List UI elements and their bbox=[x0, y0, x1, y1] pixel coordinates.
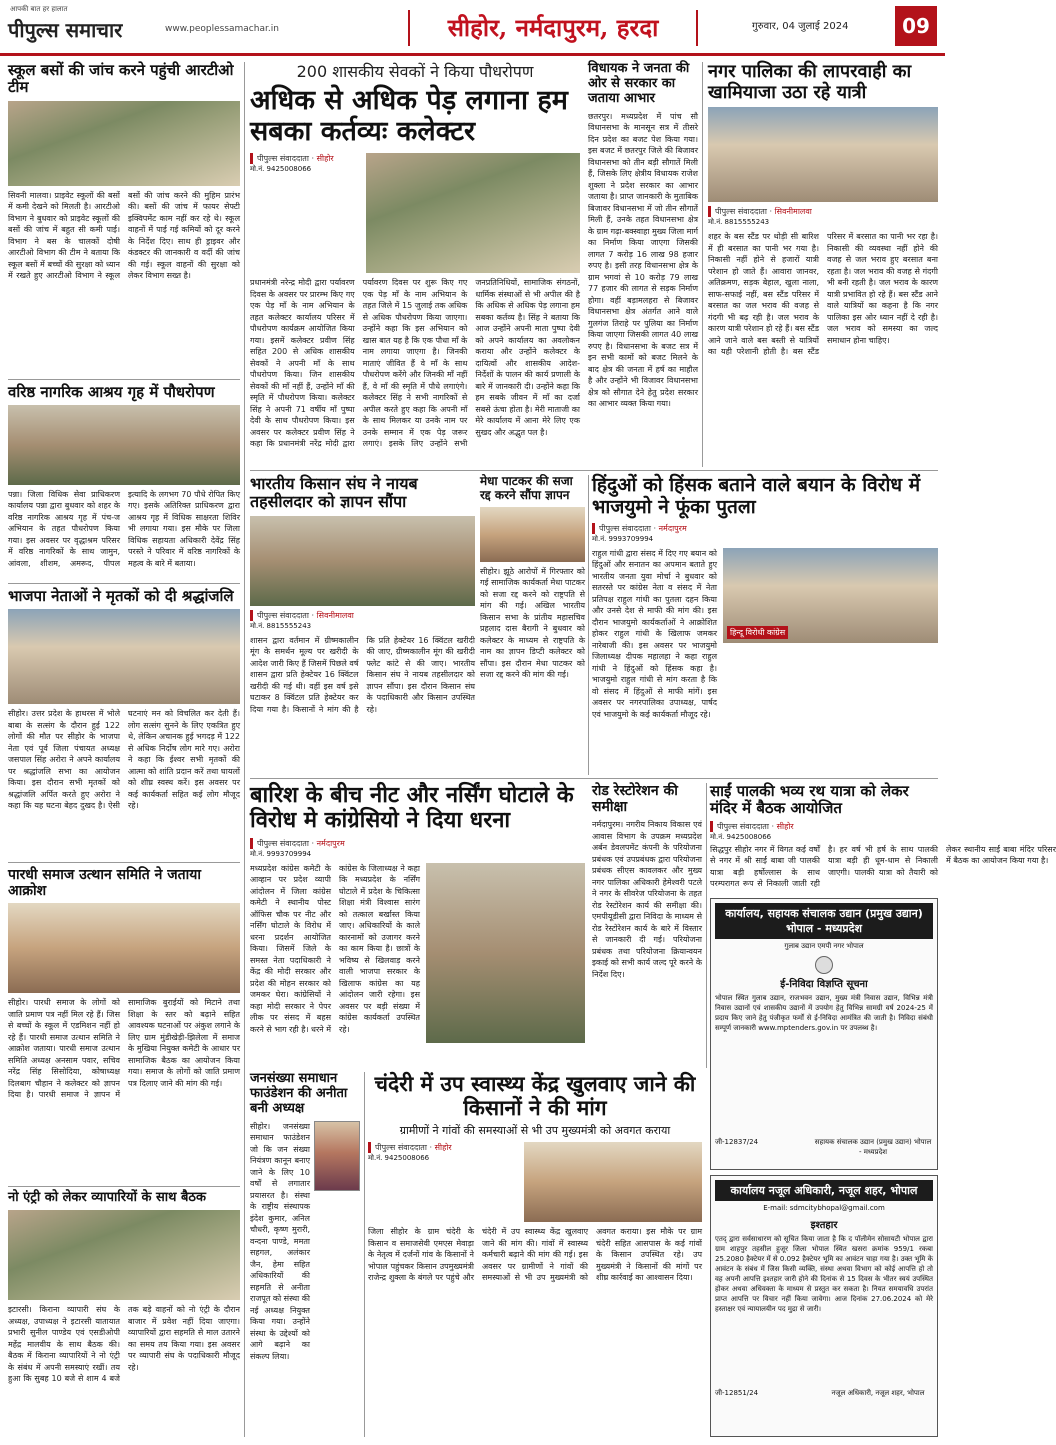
nazul-email[interactable]: E-mail: sdmcitybhopal@gmail.com bbox=[763, 1204, 885, 1212]
left-column bbox=[8, 62, 240, 1437]
nazul-office-bar: कार्यालय नजूल अधिकारी, नजूल शहर, भोपाल bbox=[715, 1180, 933, 1201]
divider bbox=[250, 778, 938, 779]
school-bus-body: सिवनी मालवा। प्राइवेट स्कूलों की बसों में कमी देखने को मिलती है। आरटीओ विभाग ने बुधवार को प्राइवेट स्कूलों की बसों की जांच में बहुत सी कमी पाई। विभाग ने बस के चालकों दोषी आरटीओ विभाग की टीम ने बताया कि स्कूल बसों में बच्चों की सुरक्षा को ध्यान में रखते हुए आरटीओ विभाग ने स्कूल बसों की जांच करने की मुहिम प्रारंभ की। बसों की जांच में फायर सेफ्टी इक्विपमेंट काम नहीं कर रहे थे। स्कूल वाहनों में पाई गई कमियों को दूर करने के निर्देश दिए। साथ ही ड्राइवर और कंडक्टर की जानकारी व वर्दी की जांच की गई। स्कूल वाहनों की सुरक्षा को लेकर विभाग सख्त है। bbox=[8, 190, 240, 280]
municipal-phone: मो.नं. 8815555243 bbox=[708, 218, 770, 227]
chanderi-subhead: ग्रामीणों ने गांवों की समस्याओं से भी उप मुख्यमंत्री को अवगत कराया bbox=[399, 1124, 671, 1138]
sai-story bbox=[710, 782, 1056, 895]
bjym-phone: मो.नं. 9993709994 bbox=[592, 534, 654, 543]
ad-office-sub: गुलाब उद्यान एमपी नगर भोपाल bbox=[784, 942, 864, 950]
population-headline: जनसंख्या समाधान फाउंडेशन की अनीता बनी अध्यक्ष bbox=[250, 1071, 348, 1116]
road-body: नर्मदापुरम। नगरीय निकाय विकास एवं आवास विभाग के उपक्रम मध्यप्रदेश अर्बन डेवलपमेंट कंपनी के परियोजना प्रबंधक एवं उपप्रबंधक द्वारा परियोजना प्रबंधक सीएस कावलकर और मुख्य नगर पालिका अधिकारी हेमेश्वरी पटले ने नगर के सीवरेज परियोजना के तहत रोड रेस्टोरेशन कार्य की समीक्षा की। एमपीयूडीसी द्वारा निविदा के माध्यम से रोड रेस्टोरेशन कार्य के बारे में विस्तार से जानकारी दी गई। परियोजना प्रबंधक तथा परियोजना क्रियान्वयन इकाई को सभी कार्य जल्द पूरे करने के निर्देश दिए। bbox=[592, 820, 702, 979]
govt-emblem-icon bbox=[815, 956, 833, 974]
masthead bbox=[0, 0, 945, 56]
plantation-phone: मो.नं. 9425008066 bbox=[250, 165, 312, 174]
divider bbox=[250, 470, 938, 471]
municipal-headline: नगर पालिका की लापरवाही का खामियाजा उठा रहे यात्री bbox=[708, 61, 912, 103]
senior-home-headline: वरिष्ठ नागरिक आश्रय गृह में पौधरोपण bbox=[8, 382, 215, 401]
sai-headline: साईं पालकी भव्य रथ यात्रा को लेकर मंदिर में बैठक आयोजित bbox=[710, 782, 909, 818]
tender-signer: सहायक संचालक उद्यान (प्रमुख उद्यान) भोपाल - मध्यप्रदेश bbox=[814, 1137, 932, 1156]
sai-byline: पीपुल्स संवाददाता · सीहोर bbox=[710, 821, 938, 832]
municipal-byline: पीपुल्स संवाददाता · सिवनीमालवा bbox=[708, 206, 938, 217]
bjym-byline: पीपुल्स संवाददाता · नर्मदापुरम bbox=[592, 523, 938, 534]
bjp-tribute-photo bbox=[8, 609, 240, 704]
school-bus-headline: स्कूल बसों की जांच करने पहुंची आरटीओ टीम bbox=[8, 61, 234, 97]
divider bbox=[8, 1186, 240, 1187]
divider bbox=[8, 583, 240, 584]
plantation-story bbox=[250, 62, 580, 467]
nazul-notice-ad bbox=[710, 1175, 938, 1437]
nazul-body: एतद् द्वारा सर्वसाधारण को सूचित किया जाता है कि द पॉलीमेन सोसायटी भोपाल द्वारा ग्राम शाहपुर तहसील हुजूर जिला भोपाल स्थित खसरा क्रमांक 959/1 रकबा 25.2080 हैक्टेयर में से 0.092 हैक्टेयर भूमि का आवंटन चाहा गया है। उक्त भूमि के आवंटन के संबंध में जिस किसी व्यक्ति, संस्था अथवा विभाग को कोई आपत्ति हो तो वह अपनी आपत्ति इश्तहार जारी होने की दिनांक से 15 दिवस के भीतर स्वयं उपस्थित होकर अथवा अधिवक्ता के माध्यम से प्रस्तुत कर सकता है। नियत समयावधि उपरांत प्राप्त आपत्ति पर विचार नहीं किया जावेगा। आज दिनांक 27.06.2024 को मेरे हस्ताक्षर एवं न्यायालयीन पद मुद्रा से जारी। bbox=[715, 1235, 933, 1313]
kisan-headline: भारतीय किसान संघ ने नायब तहसीलदार को ज्ञापन सौंपा bbox=[250, 474, 418, 512]
tender-title: ई-निविदा विज्ञप्ति सूचना bbox=[780, 978, 868, 990]
issue-date: गुरुवार, 04 जुलाई 2024 bbox=[752, 21, 849, 32]
neet-body: मध्यप्रदेश कांग्रेस कमेटी के आव्हान पर प्रदेश व्यापी आंदोलन में जिला कांग्रेस कमेटी ने स्थानीय पोस्ट ऑफिस चौक पर नीट और नर्सिंग घोटाले के विरोध में धरना प्रदर्शन आयोजित किया। जिसमें जिले के समस्त नेता पदाधिकारी ने केंद्र की मोदी सरकार और प्रदेश की मोहन सरकार को जमकर घेरा। कांग्रेसियों ने कहा मोदी सरकार ने पेपर लीक पर संसद में बहस करने से भाग रही है। धरने में कांग्रेस के जिलाध्यक्ष ने कहा कि मध्यप्रदेश के नर्सिंग घोटाले में प्रदेश के चिकित्सा शिक्षा मंत्री विश्वास सारंग को तत्काल बर्खास्त किया जाए। अधिकारियों के काले कारनामों को उजागर करने का काम किया है। छात्रों के भविष्य से खिलवाड़ करने वाली भाजपा सरकार के खिलाफ कांग्रेस का यह आंदोलन जारी रहेगा। इस अवसर पर बड़ी संख्या में कांग्रेस कार्यकर्ता उपस्थित रहे। bbox=[250, 863, 420, 1034]
plantation-body: प्रधानमंत्री नरेन्द्र मोदी द्वारा पर्यावरण दिवस के अवसर पर प्रारम्भ किए गए एक पेड़ माँ के नाम अभियान के तहत कलेक्टर कार्यालय परिसर में पौधरोपण कार्यक्रम आयोजित किया गया। इसमें कलेक्टर प्रवीण सिंह सहित 200 से अधिक शासकीय सेवकों ने अपनी माँ के साथ पौधरोपण किया। जिन शासकीय सेवकों की माँ नहीं हैं, उन्होंने माँ की स्मृति में पौधरोपण किया। कलेक्टर सिंह ने अपनी 71 वर्षीय माँ पुष्पा देवी के साथ पौधरोपण किया। इस अवसर पर कलेक्टर प्रवीण सिंह ने कहा कि प्रधानमंत्री नरेंद्र मोदी द्वारा पर्यावरण दिवस पर शुरू किए गए एक पेड़ माँ के नाम अभियान के तहत जिले में 15 जुलाई तक अधिक से अधिक पौधरोपण किया जाएगा। उन्होंने कहा कि इस अभियान को खास बात यह है कि एक पौधा माँ के नाम लगाया जाएगा है। जिनकी माताएं जीवित हैं वे माँ के साथ पौधरोपण करेंगे और जिनकी माँ नहीं हैं, वे माँ की स्मृति में पौधे लगाएंगे। कलेक्टर सिंह ने सभी नागरिकों से अपील करते हुए कहा कि अपनी माँ के साथ मिलकर या उनके नाम पर उनके सम्मान में एक पेड़ जरूर लगाएं। इसके लिए उन्होंने सभी जनप्रतिनिधियों, सामाजिक संगठनों, धार्मिक संस्थाओं से भी अपील की है कि अधिक से अधिक पेड़ लगाना हम सबका कर्तव्य है। सिंह ने बताया कि आज उन्होंने अपनी माता पुष्पा देवी को अपने कार्यालय का अवलोकन कराया और उन्होंने कलेक्टर के दायित्वों और शासकीय आदेश-निर्देशों के पालन की कार्य प्रणाली के बारे में जानकारी दी। उन्होंने कहा कि हम सबके जीवन में माँ का दर्जा सबसे ऊंचा होता है। मेरी माताजी का मेरे कार्यालय में आना मेरे लिए एक सुखद और अद्भुत पल है। bbox=[250, 278, 580, 449]
bjym-story bbox=[592, 475, 938, 775]
municipal-story bbox=[708, 62, 938, 467]
column-divider bbox=[588, 475, 589, 775]
bjym-photo-banner: हिन्दू विरोधी कांग्रेस bbox=[727, 626, 788, 639]
municipal-photo bbox=[708, 107, 938, 202]
tender-body: भोपाल स्थित गुलाब उद्यान, राजभवन उद्यान, मुख्य मंत्री निवास उद्यान, विभिन्न मंत्री निवास उद्यानों एवं शासकीय उद्यानों में उपयोग हेतु विभिन्न सामग्री वर्ष 2024-25 में प्रदाय किए जाने हेतु पंजीकृत फर्मों से ई-निविदा आमंत्रित की जाती है। निविदा संबंधी सम्पूर्ण जानकारी www.mptenders.gov.in पर उपलब्ध है। bbox=[715, 993, 933, 1032]
kisan-byline: पीपुल्स संवाददाता · सिवनीमालवा bbox=[250, 610, 475, 621]
chanderi-body: जिला सीहोर के ग्राम चंदेरी के किसान व समाजसेवी एमएस मेवाड़ा के नेतृत्व में दर्जनों गांव के किसानों ने भोपाल पहुंचकर किसान उपमुख्यमंत्री राजेन्द्र शुक्ला के बंगले पर पहुंचे और चंदेरी में उप स्वास्थ्य केंद्र खुलवाए जाने की मांग की। गांवों में स्वास्थ्य कर्मचारी बढ़ाने की मांग की गई। इस अवसर पर ग्रामीणों ने गांवों की समस्याओं से भी उप मुख्यमंत्री को अवगत कराया। इस मौके पर ग्राम चंदेरी सहित आसपास के कई गांवों के किसान उपस्थित रहे। उप मुख्यमंत्री ने किसानों की मांगों पर शीघ्र कार्रवाई का आश्वासन दिया। bbox=[368, 1227, 702, 1283]
neet-story bbox=[250, 783, 585, 1068]
bjp-tribute-headline: भाजपा नेताओं ने मृतकों को दी श्रद्धांजलि bbox=[8, 586, 234, 605]
column-divider bbox=[364, 1072, 365, 1437]
neet-headline: बारिश के बीच नीट और नर्सिंग घोटाले के विरोध मे कांग्रेसियो ने दिया धरना bbox=[250, 783, 574, 834]
bjym-photo bbox=[723, 548, 938, 643]
kisan-phone: मो.नं. 8815555243 bbox=[250, 621, 312, 630]
plantation-photo bbox=[366, 153, 580, 273]
pardhi-samaj-photo bbox=[8, 903, 240, 993]
medha-story bbox=[480, 475, 585, 775]
website-url[interactable]: www.peoplessamachar.in bbox=[165, 24, 279, 34]
no-entry-body: इटारसी। किराना व्यापारी संघ के अध्यक्ष, उपाध्यक्ष ने इटारसी यातायात प्रभारी सुनील पाण्डेय एवं एसडीओपी महेंद्र मालवीय के साथ बैठक की। बैठक में किराना व्यापारियों ने नो एंट्री के संबंध में अपनी समस्याएं रखीं। तय हुआ कि सुबह 10 बजे से शाम 4 बजे तक बड़े वाहनों को नो एंट्री के दौरान बाजार में प्रवेश नहीं दिया जाएगा। व्यापारियों द्वारा सहमति से माल उतारने का समय तय किया गया। इस अवसर पर व्यापारी संघ के पदाधिकारी मौजूद रहे। bbox=[8, 1305, 240, 1384]
pardhi-samaj-headline: पारधी समाज उत्थान समिति ने जताया आक्रोश bbox=[8, 867, 201, 900]
municipal-body: शहर के बस स्टैंड पर थोड़ी सी बारिश में ही बरसात का पानी भर गया है। निकासी नहीं होने से हजारों यात्री परेशान हो जाते हैं। आवारा जानवर, अतिक्रमण, सड़क बेहाल, खुला नाला, साफ-सफाई नहीं, बस स्टैंड परिसर में बरसात का जल भराव की वजह से गंदगी भी बढ़ रही है। जल भराव के कारण यात्री परेशान हो रहे हैं। बस स्टैंड आने जाने वाले बस बस्ती से यात्रियों का यही परेशानी होती है। बस स्टैंड परिसर में बरसात का पानी भर रहा है। निकासी की व्यवस्था नहीं होने की वजह से जल भराव हुए बरसात बना रहता है। जल भराव की वजह से गंदगी भी बनी रहती है। जल भराव के कारण यात्री प्रभावित हो रहे हैं। बस स्टैंड आने वाले यात्रियों का कहना है कि नगर पालिका इस ओर ध्यान नहीं दे रही है। जल भराव को समस्या का जल्द समाधान होना चाहिए। bbox=[708, 232, 938, 357]
kisan-body: शासन द्वारा वर्तमान में ग्रीष्मकालीन मूंग के समर्थन मूल्य पर खरीदी के आदेश जारी किए हैं जिसमें पिछले वर्ष शासन द्वारा प्रति हेक्टेयर 16 क्विंटल खरीदी की गई थी। वहीं इस वर्ष इसे घटाकर 8 क्विंटल प्रति हेक्टेयर कर दिया गया है। किसानों ने मांग की है कि प्रति हेक्टेयर 16 क्विंटल खरीदी की जाए, ग्रीष्मकालीन मूंग की खरीदी फ्लेट कांटे से की जाए। भारतीय किसान संघ ने नायब तहसीलदार को ज्ञापन सौंपा। इस दौरान किसान संघ के पदाधिकारी और किसान उपस्थित रहे। bbox=[250, 635, 475, 714]
edition-title: सीहोर, नर्मदापुरम, हरदा bbox=[408, 10, 698, 46]
mla-body: छतरपुर। मध्यप्रदेश में पांच सौ विधानसभा के मानसून सत्र में तीसरे दिन प्रदेश का बजट पेश किया गया। इस बजट में छतरपुर जिले की बिजावर विधानसभा को तीन बड़ी सौगातें मिली हैं, जिसके लिए क्षेत्रीय विधायक राजेश शुक्ला ने प्रदेश सरकार का आभार जताया है। प्राप्त जानकारी के मुताबिक बिजावर विधानसभा में जो तीन सौगातें मिली हैं, उनके तहत विधानसभा क्षेत्र के ग्राम गढ़ा-बक्स्वाहा मुख्य जिला मार्ग का निर्माण किया जाएगा जिसकी लागत 7 करोड़ 16 लाख 98 हजार रुपए है। इसी तरह विधानसभा क्षेत्र के ग्राम भगवां से 10 करोड़ 79 लाख 77 हजार की लागत से सड़क निर्माण होगा। वहीं बड़ामलहरा से बिजावर विधानसभा क्षेत्र अंतर्गत आने वाले गुलगंज तिराहे पर पुलिया का निर्माण किया जाएगा जिसकी लागत 40 लाख रुपए है। विधानसभा के बजट सत्र में इन सभी कामों को बजट मिलने के बाद क्षेत्र की जनता में हर्ष का माहौल है और उन्होंने भी विजावर विधानसभा क्षेत्र को सौगात देने हेतु प्रदेश सरकार का आभार व्यक्त किया गया। bbox=[588, 111, 698, 409]
medha-headline: मेधा पाटकर की सजा रद्द करने सौंपा ज्ञापन bbox=[480, 474, 573, 502]
column-divider bbox=[244, 62, 245, 1437]
chanderi-story bbox=[368, 1072, 702, 1437]
mla-story bbox=[588, 62, 698, 467]
pardhi-samaj-body: सीहोर। पारधी समाज के लोगों को जाति प्रमाण पत्र नहीं मिल रहे हैं। जिस से बच्चों के स्कूल में एडमिशन नहीं हो रहे हैं। पारधी समाज उत्थान समिति ने आक्रोश जताया। पारधी समाज उत्थान समिति अध्यक्ष अनसाम पवार, सचिव नरेंद्र सिंह सिसोदिया, कोषाध्यक्ष दिलबाग चौहान ने कलेक्टर को ज्ञापन दिया है। पारधी समाज ने ज्ञापन में सामाजिक बुराईयों को मिटाने तथा शिक्षा के स्तर को बढ़ाने सहित आवश्यक घटनाओं पर अंकुश लगाने के लिए ग्राम मुंडीखेड़ी-झिलेला में समाज के मुखिया नियुक्त कमेटी के आधार पर सामाजिक बैठक का आयोजन किया गया। समाज के लोगों को जाति प्रमाण पत्र दिलाए जाने की मांग की गई। bbox=[8, 998, 240, 1100]
page-number: 09 bbox=[895, 6, 937, 46]
senior-home-body: पन्ना। जिला विधिक सेवा प्राधिकरण कार्यालय पन्ना द्वारा बुधवार को शहर के वरिष्ठ नागरिक आश्रय गृह में पंच-ज अभियान के तहत पौधरोपण किया गया। इस अवसर पर वृद्धाश्रम परिसर में वरिष्ठ नागरिकों के साथ जामुन, आंवला, शीशम, अमरूद, पीपल इत्यादि के लगभग 70 पौधे रोपित किए गए। इसके अतिरिक्त प्राधिकरण द्वारा आश्रय गृह में विधिक साक्षरता शिविर भी लगाया गया। इस मौके पर जिला विधिक सहायता अधिकारी देवेंद्र सिंह परस्ते ने परिवार में वरिष्ठ नागरिकों के महत्व के बारे में बताया। bbox=[8, 489, 240, 568]
plantation-kicker: 200 शासकीय सेवकों ने किया पौधरोपण bbox=[296, 62, 534, 81]
mla-headline: विधायक ने जनता की ओर से सरकार का जताया आभार bbox=[588, 61, 690, 106]
tender-ref: जी-12837/24 bbox=[715, 1137, 759, 1146]
chanderi-headline: चंदेरी में उप स्वास्थ्य केंद्र खुलवाए जाने की किसानों ने की मांग bbox=[374, 1072, 696, 1121]
horticulture-tender-ad bbox=[710, 898, 938, 1170]
newspaper-logo[interactable] bbox=[8, 6, 158, 46]
divider bbox=[8, 379, 240, 380]
column-divider bbox=[702, 62, 703, 467]
neet-phone: मो.नं. 9993709994 bbox=[250, 849, 312, 858]
chanderi-byline: पीपुल्स संवाददाता · सीहोर bbox=[368, 1142, 518, 1153]
nazul-signer: नजूल अधिकारी, नजूल शहर, भोपाल bbox=[831, 1389, 925, 1397]
logo-tagline: आपकी बात हर हालात bbox=[10, 5, 68, 13]
population-story bbox=[250, 1072, 360, 1437]
plantation-headline: अधिक से अधिक पेड़ लगाना हम सबका कर्तव्यः कलेक्टर bbox=[250, 85, 568, 148]
plantation-byline: पीपुल्स संवाददाता · सीहोर bbox=[250, 153, 360, 164]
column-divider bbox=[706, 783, 707, 1068]
nazul-ref: जी-12851/24 bbox=[715, 1389, 759, 1397]
anita-portrait bbox=[314, 1121, 360, 1191]
divider bbox=[8, 862, 240, 863]
bjp-tribute-body: सीहोर। उत्तर प्रदेश के हाथरस में भोले बाबा के सत्संग के दौरान हुई 122 लोगों की मौत पर सीहोर के भाजपा नेता एवं पूर्व जिला पंचायत अध्यक्ष जसपाल सिंह अरोरा ने अपने कार्यालय पर श्रद्धांजलि सभा का आयोजन किया। इस दौरान सभी मृतकों को श्रद्धांजलि अर्पित करते हुए अरोरा ने कहा कि यह घटना बेहद दुखद है। ऐसी घटनाएं मन को विचलित कर देती हैं। लोग सत्संग सुनने के लिए एकत्रित हुए थे, लेकिन अचानक हुई भगदड़ में 122 से अधिक निर्दोष लोग मारे गए। अरोरा ने कहा कि ईश्वर सभी मृतकों की आत्मा को शांति प्रदान करें तथा घायलों को शीघ्र स्वस्थ करें। इस अवसर पर कई कार्यकर्ता सहित कई लोग मौजूद रहे। bbox=[8, 709, 240, 810]
kisan-photo bbox=[250, 516, 475, 606]
bjym-headline: हिंदुओं को हिंसक बताने वाले बयान के विरोध में भाजयुमो ने फूंका पुतला bbox=[592, 474, 921, 518]
kisan-story bbox=[250, 475, 475, 775]
road-headline: रोड रेस्टोरेशन की समीक्षा bbox=[592, 783, 678, 816]
no-entry-headline: नो एंट्री को लेकर व्यापारियों के साथ बैठक bbox=[8, 1190, 206, 1206]
senior-home-photo bbox=[8, 405, 240, 485]
no-entry-photo bbox=[8, 1210, 240, 1300]
chanderi-phone: मो.नं. 9425008066 bbox=[368, 1154, 430, 1163]
neet-byline: पीपुल्स संवाददाता · नर्मदापुरम bbox=[250, 838, 585, 849]
school-bus-photo bbox=[8, 101, 240, 186]
ad-office-bar: कार्यालय, सहायक संचालक उद्यान (प्रमुख उद्यान) भोपाल - मध्यप्रदेश bbox=[715, 903, 933, 939]
medha-body: सीहोर। झूठे आरोपों में गिरफ्तार को गई सामाजिक कार्यकर्ता मेधा पाटकर को सजा रद्द करने को राष्ट्रपति से मांग की गई। अखिल भारतीय किसान सभा के प्रांतीय महासचिव प्रहलाद दास बैरागी ने बुधवार को कलेक्टर के माध्यम से राष्ट्रपति के नाम का ज्ञापन डिप्टी कलेक्टर को सौंपा। इस दौरान मेधा पाटकर को सजा रद्द करने की मांग की गई। bbox=[480, 566, 585, 680]
logo-text: पीपुल्स समाचार bbox=[8, 18, 123, 42]
road-story bbox=[592, 783, 702, 1068]
bjym-body: राहुल गांधी द्वारा संसद में दिए गए बयान को हिंदुओं और सनातन का अपमान बताते हुए भारतीय जनता युवा मोर्चा ने बुधवार को सतरस्ते पर कांग्रेस नेता व संसद में नेता प्रतिपक्ष राहुल गांधी का पुतला दहन किया और उनसे देश से माफी की मांग की। इस दौरान भाजयुमो कार्यकर्ताओं ने आक्रोशित होकर राहुल गांधी के खिलाफ जमकर नारेबाजी की। इस अवसर पर भाजयुमो जिलाध्यक्ष दीपक महालहा ने कहा राहुल गांधी ने हिंदुओं को हिंसक कहा है। भाजयुमो राहुल गांधी से मांग करता है कि वो संसद में हिंदुओं से माफी मांगें। इस अवसर पर नगरपालिका उपाध्यक्ष, पार्षद एवं भाजयुमो के कई कार्यकर्ता मौजूद रहे। bbox=[592, 548, 717, 719]
neet-photo bbox=[426, 863, 585, 1043]
medha-photo bbox=[480, 507, 585, 562]
nazul-title: इश्तहार bbox=[810, 1220, 838, 1231]
chanderi-photo bbox=[524, 1142, 702, 1222]
sai-phone: मो.नं. 9425008066 bbox=[710, 832, 772, 841]
sai-body: सिद्धपुर सीहोर नगर में विगत कई वर्षों से नगर में श्री साईं बाबा जी पालकी यात्रा बड़ी हर्षोल्लास के साथ परम्परागत रूप से निकाली जाती रही है। हर वर्ष भी हर्ष के साथ पालकी यात्रा बड़ी ही धूम-धाम से निकाली जाएगी। पालकी यात्रा को तैयारी को लेकर स्थानीय साईं बाबा मंदिर परिसर में बैठक का आयोजन किया गया है। bbox=[710, 844, 1056, 888]
population-body: सीहोर। जनसंख्या समाधान फाउंडेशन जो कि जन संख्या नियंत्रण कानून बनाए जाने के लिए 10 वर्षों से लगातार प्रयासरत है। संस्था के राष्ट्रीय संस्थापक इंदेश कुमार, अनिल चौधरी, कृष्ण मुरारी, वन्दना पाण्डे, ममता सहगल, अलंकार जैन, हेमा सहित अधिकारियों की सहमति से अनीता राजपूत को संस्था की नई अध्यक्ष नियुक्त किया गया। उन्होंने संस्था के उद्देश्यों को आगे बढ़ाने का संकल्प लिया। bbox=[250, 1121, 310, 1361]
